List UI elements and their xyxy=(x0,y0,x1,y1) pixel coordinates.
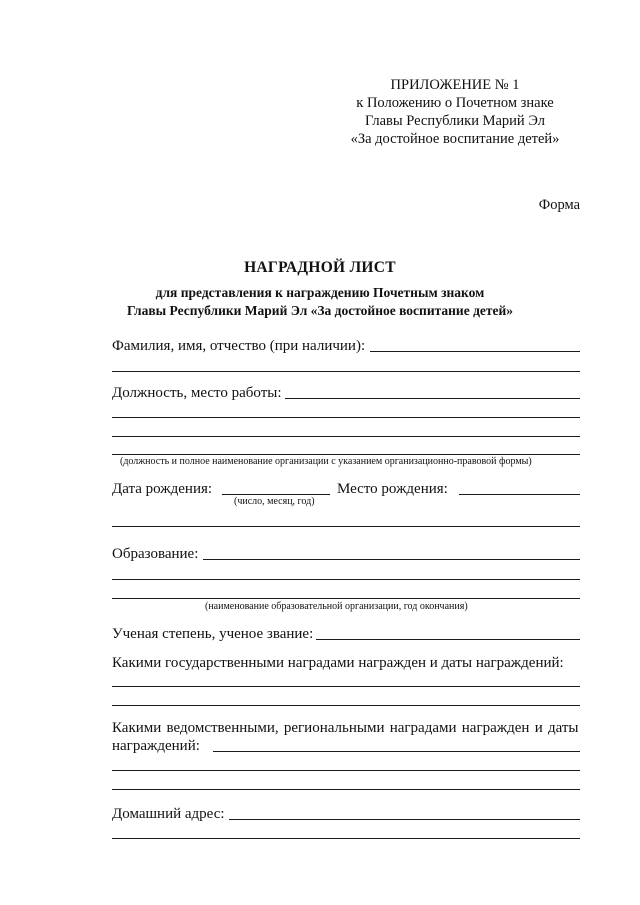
full-name-field[interactable] xyxy=(370,351,580,352)
appendix-title: ПРИЛОЖЕНИЕ № 1 xyxy=(390,77,520,93)
position-field-line2[interactable] xyxy=(112,417,580,418)
form-label: Форма xyxy=(538,197,580,213)
education-field-line2[interactable] xyxy=(112,579,580,580)
education-field-line3[interactable] xyxy=(112,598,580,599)
birth-date-label: Дата рождения: xyxy=(112,481,213,497)
state-awards-field[interactable] xyxy=(112,686,580,687)
position-label: Должность, место работы: xyxy=(112,385,282,401)
home-address-field[interactable] xyxy=(229,819,580,820)
degree-label: Ученая степень, ученое звание: xyxy=(112,626,314,642)
document-subtitle-line1: для представления к награждению Почетным знаком xyxy=(155,285,485,300)
position-field-line3[interactable] xyxy=(112,436,580,437)
dept-awards-field-line3[interactable] xyxy=(112,789,580,790)
education-field[interactable] xyxy=(203,559,580,560)
dept-awards-label: Какими ведомственными, региональными наградами награжден и даты xyxy=(112,720,579,736)
home-address-label: Домашний адрес: xyxy=(112,806,225,822)
home-address-field-line2[interactable] xyxy=(112,838,580,839)
birth-date-caption: (число, месяц, год) xyxy=(234,496,315,507)
full-name-field-continued[interactable] xyxy=(112,371,580,372)
document-subtitle-line2: Главы Республики Марий Эл «За достойное воспитание детей» xyxy=(126,303,514,318)
dept-awards-label-line2: награждений: xyxy=(112,738,200,754)
appendix-reference: к Положению о Почетном знаке xyxy=(356,95,554,111)
full-name-label: Фамилия, имя, отчество (при наличии): xyxy=(112,338,366,354)
state-awards-field-line2[interactable] xyxy=(112,705,580,706)
birth-place-field[interactable] xyxy=(459,494,580,495)
degree-field[interactable] xyxy=(316,639,580,640)
birth-place-label: Место рождения: xyxy=(337,481,448,497)
dept-awards-field-line2[interactable] xyxy=(112,770,580,771)
state-awards-label: Какими государственными наградами награжден и даты награждений: xyxy=(112,655,564,671)
position-field-line4[interactable] xyxy=(112,454,580,455)
document-title: НАГРАДНОЙ ЛИСТ xyxy=(244,259,396,276)
position-caption: (должность и полное наименование организации с указанием организационно-правовой формы) xyxy=(120,456,532,467)
appendix-authority: Главы Республики Марий Эл xyxy=(365,113,545,129)
position-field[interactable] xyxy=(285,398,580,399)
dept-awards-field[interactable] xyxy=(213,751,580,752)
birth-place-field-continued[interactable] xyxy=(112,526,580,527)
education-label: Образование: xyxy=(112,546,199,562)
birth-date-field[interactable] xyxy=(222,494,330,495)
appendix-award-name: «За достойное воспитание детей» xyxy=(350,131,560,147)
education-caption: (наименование образовательной организации, год окончания) xyxy=(205,601,468,612)
